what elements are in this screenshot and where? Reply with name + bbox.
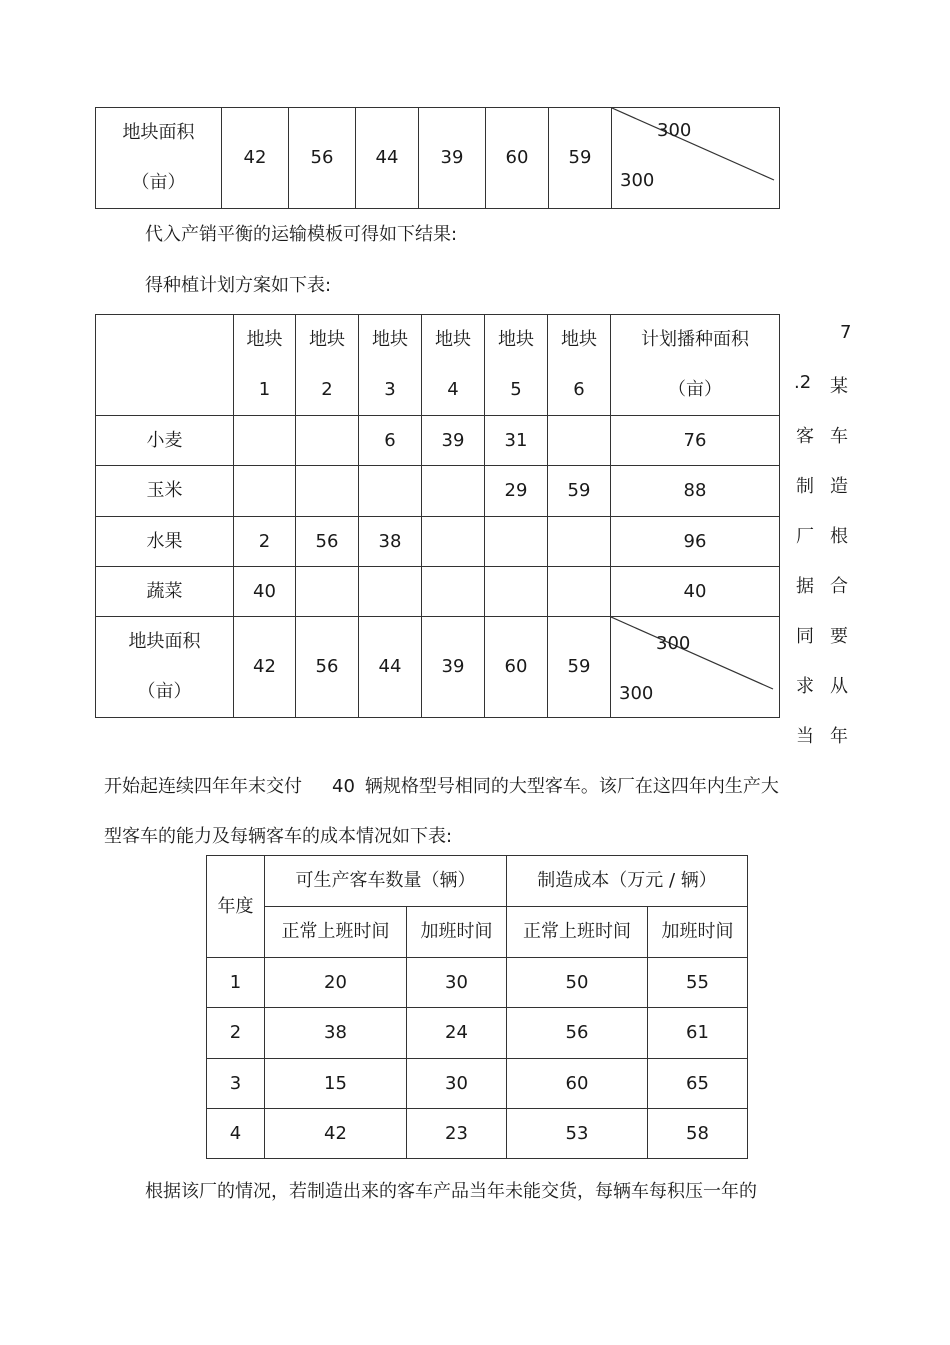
- side-char: 7: [840, 322, 852, 343]
- label-line2: （亩）: [137, 681, 192, 702]
- side-char: 年: [830, 726, 848, 747]
- row-total: 88: [611, 466, 780, 517]
- area-value: 42: [234, 617, 296, 718]
- cell: 65: [648, 1059, 748, 1109]
- area-value: 60: [485, 617, 548, 718]
- table-row: [96, 567, 780, 617]
- side-char: 厂: [796, 526, 814, 547]
- header-line1: 地块: [372, 329, 408, 350]
- diag-bottom-value: 300: [620, 170, 655, 191]
- area-value: 39: [422, 617, 485, 718]
- area-value: 39: [419, 108, 486, 209]
- header-line1: 地块: [309, 329, 345, 350]
- sub-header: 加班时间: [407, 907, 507, 958]
- cell: 38: [265, 1008, 407, 1059]
- area-value: 44: [359, 617, 422, 718]
- header-line1: 地块: [435, 329, 471, 350]
- cell: 58: [648, 1109, 748, 1159]
- paragraph: 根据该厂的情况，若制造出来的客车产品当年未能交货，每辆车每积压一年的: [145, 1181, 757, 1202]
- side-char: 制: [796, 476, 814, 497]
- paragraph: 型客车的能力及每辆客车的成本情况如下表:: [104, 826, 453, 847]
- cell: [485, 517, 548, 567]
- area-value: 56: [296, 617, 359, 718]
- cell: [548, 416, 611, 466]
- cell: [548, 517, 611, 567]
- side-char: 根: [830, 526, 848, 547]
- cell: 56: [507, 1008, 648, 1059]
- side-char: 从: [830, 676, 848, 697]
- header-cell: [359, 315, 422, 416]
- diagonal-cell: [612, 108, 780, 209]
- row-total: 40: [611, 567, 780, 617]
- planting-plan-table: [95, 314, 780, 718]
- cell: 2: [207, 1008, 265, 1059]
- cell: 50: [507, 958, 648, 1008]
- cell: 15: [265, 1059, 407, 1109]
- row-total: 76: [611, 416, 780, 466]
- row-label: 小麦: [96, 416, 234, 466]
- area-value: 60: [486, 108, 549, 209]
- cell: 23: [407, 1109, 507, 1159]
- cell: 4: [207, 1109, 265, 1159]
- header-line2: 4: [447, 379, 459, 400]
- header-cell: [234, 315, 296, 416]
- table-row: [207, 1109, 748, 1159]
- cell: 6: [359, 416, 422, 466]
- side-char: 当: [796, 726, 814, 747]
- cell: [359, 466, 422, 517]
- paragraph-number: 40: [332, 776, 355, 797]
- diag-bottom-value: 300: [619, 683, 654, 704]
- header-line1: 地块: [246, 329, 283, 350]
- area-value: 42: [222, 108, 289, 209]
- cell: 59: [548, 466, 611, 517]
- side-char: .2: [794, 372, 812, 393]
- header-line2: 2: [321, 379, 333, 400]
- area-value: 59: [548, 617, 611, 718]
- cell: 20: [265, 958, 407, 1008]
- row-total: 96: [611, 517, 780, 567]
- capacity-header: 可生产客车数量（辆）: [265, 856, 507, 907]
- corner-cell: [96, 315, 234, 416]
- header-line2: 3: [384, 379, 396, 400]
- table-row: [207, 1059, 748, 1109]
- table-row: [96, 617, 780, 718]
- cell: [234, 466, 296, 517]
- area-row-label: [96, 617, 234, 718]
- cell: [296, 567, 359, 617]
- table-row: [207, 1008, 748, 1059]
- header-line2: 1: [258, 379, 271, 400]
- header-cell: [422, 315, 485, 416]
- cell: 39: [422, 416, 485, 466]
- sub-header: 正常上班时间: [507, 907, 648, 958]
- cell: 24: [407, 1008, 507, 1059]
- cell: 29: [485, 466, 548, 517]
- diagonal-line: [612, 108, 780, 208]
- side-char: 据: [796, 576, 814, 597]
- header-line2: （亩）: [668, 379, 722, 400]
- diag-top-value: 300: [656, 633, 691, 654]
- cell: [422, 466, 485, 517]
- bus-capacity-cost-table: [206, 855, 748, 1159]
- area-value: 59: [549, 108, 612, 209]
- cell: 42: [265, 1109, 407, 1159]
- label-line1: 地块面积: [128, 631, 201, 652]
- table-row: [96, 416, 780, 466]
- header-cell: [296, 315, 359, 416]
- area-row-label: [96, 108, 222, 209]
- cell: 40: [234, 567, 296, 617]
- side-char: 造: [830, 476, 848, 497]
- area-value: 44: [356, 108, 419, 209]
- cell: [359, 567, 422, 617]
- side-char: 某: [830, 376, 848, 397]
- side-char: 同: [796, 626, 814, 647]
- header-cell: [485, 315, 548, 416]
- side-char: 求: [796, 676, 814, 697]
- sub-header: 正常上班时间: [265, 907, 407, 958]
- row-label: 玉米: [96, 466, 234, 517]
- header-cell: [548, 315, 611, 416]
- row-label: 蔬菜: [96, 567, 234, 617]
- cell: 1: [207, 958, 265, 1008]
- cost-header: 制造成本（万元 / 辆）: [507, 856, 748, 907]
- cell: 53: [507, 1109, 648, 1159]
- paragraph: 代入产销平衡的运输模板可得如下结果:: [145, 224, 458, 245]
- cell: 30: [407, 958, 507, 1008]
- paragraph-text: 辆规格型号相同的大型客车。该厂在这四年内生产大: [364, 776, 779, 797]
- paragraph: [104, 772, 779, 798]
- row-label: 水果: [96, 517, 234, 567]
- cell: [296, 466, 359, 517]
- side-char: 要: [830, 626, 848, 647]
- cell: [234, 416, 296, 466]
- paragraph: 得种植计划方案如下表:: [145, 275, 332, 296]
- area-value: 56: [289, 108, 356, 209]
- label-line2: （亩）: [131, 172, 186, 193]
- sub-header: 加班时间: [648, 907, 748, 958]
- cell: [548, 567, 611, 617]
- header-line1: 地块: [498, 329, 534, 350]
- cell: [485, 567, 548, 617]
- cell: 31: [485, 416, 548, 466]
- table-row: [96, 517, 780, 567]
- header-line1: 计划播种面积: [641, 329, 749, 350]
- side-char: 客: [796, 426, 814, 447]
- diagonal-cell: [611, 617, 780, 718]
- cell: 60: [507, 1059, 648, 1109]
- side-char: 车: [830, 426, 848, 447]
- header-line1: 地块: [561, 329, 597, 350]
- cell: [422, 567, 485, 617]
- label-line1: 地块面积: [122, 122, 195, 143]
- header-line2: 6: [573, 379, 585, 400]
- table-row: [96, 466, 780, 517]
- cell: 3: [207, 1059, 265, 1109]
- cell: 55: [648, 958, 748, 1008]
- area-table-top: [95, 107, 780, 209]
- table-row: [207, 958, 748, 1008]
- side-char: 合: [830, 576, 848, 597]
- cell: 38: [359, 517, 422, 567]
- header-line2: 5: [510, 379, 522, 400]
- cell: 2: [234, 517, 296, 567]
- cell: 30: [407, 1059, 507, 1109]
- header-cell: [611, 315, 780, 416]
- cell: 61: [648, 1008, 748, 1059]
- diag-top-value: 300: [657, 120, 692, 141]
- cell: [422, 517, 485, 567]
- cell: 56: [296, 517, 359, 567]
- cell: [296, 416, 359, 466]
- year-header: 年度: [207, 856, 265, 958]
- paragraph-text: 开始起连续四年年末交付: [104, 776, 302, 797]
